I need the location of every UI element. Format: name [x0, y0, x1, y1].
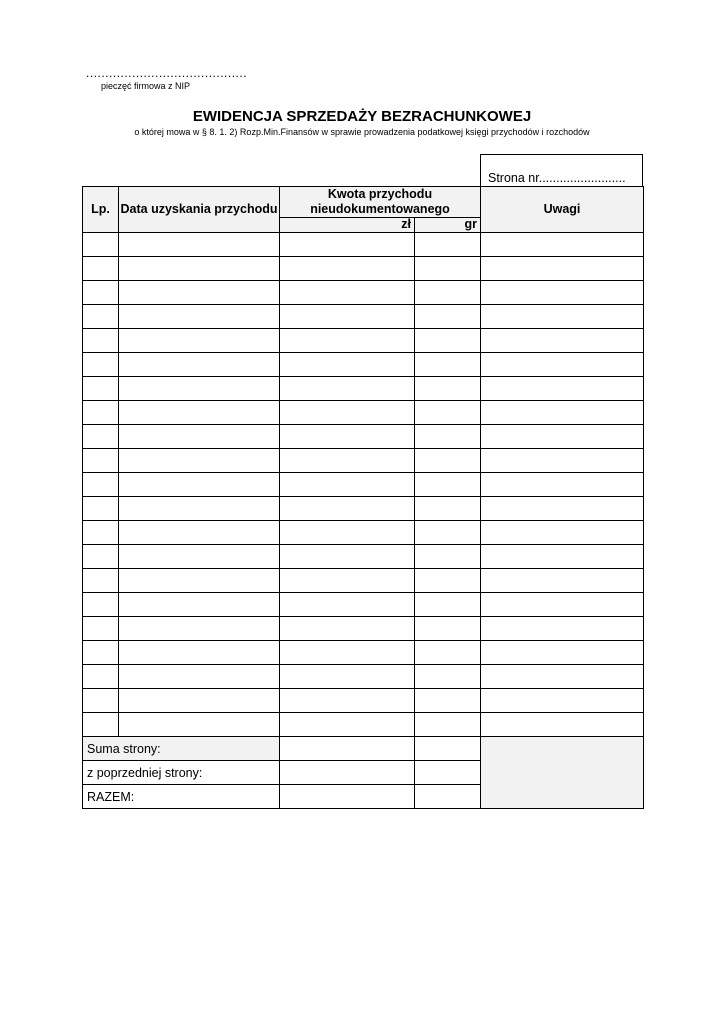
row-date-cell[interactable] — [119, 305, 280, 329]
row-notes-cell[interactable] — [481, 641, 644, 665]
table-row — [83, 521, 644, 545]
row-date-cell[interactable] — [119, 353, 280, 377]
row-amount-gr-cell[interactable] — [415, 617, 481, 641]
row-date-cell[interactable] — [119, 521, 280, 545]
row-date-cell[interactable] — [119, 281, 280, 305]
summary-total-zl[interactable] — [280, 785, 415, 809]
row-amount-gr-cell[interactable] — [415, 377, 481, 401]
summary-previous-zl[interactable] — [280, 761, 415, 785]
table-row — [83, 425, 644, 449]
row-date-cell[interactable] — [119, 329, 280, 353]
row-amount-zl-cell[interactable] — [280, 233, 415, 257]
document-title: EWIDENCJA SPRZEDAŻY BEZRACHUNKOWEJ — [192, 108, 532, 125]
row-date-cell[interactable] — [119, 617, 280, 641]
row-amount-gr-cell[interactable] — [415, 665, 481, 689]
row-amount-gr-cell[interactable] — [415, 257, 481, 281]
row-amount-zl-cell[interactable] — [280, 353, 415, 377]
row-lp-cell[interactable] — [83, 449, 119, 473]
row-lp-cell[interactable] — [83, 473, 119, 497]
row-amount-gr-cell[interactable] — [415, 329, 481, 353]
document-subtitle: o której mowa w § 8. 1. 2) Rozp.Min.Finansów w sprawie prowadzenia podatkowej księgi przychodów i rozchodów — [134, 127, 590, 137]
row-lp-cell[interactable] — [83, 281, 119, 305]
table-row — [83, 593, 644, 617]
row-notes-cell[interactable] — [481, 713, 644, 737]
row-lp-cell[interactable] — [83, 257, 119, 281]
row-notes-cell[interactable] — [481, 353, 644, 377]
row-lp-cell[interactable] — [83, 617, 119, 641]
stamp-placeholder-line: .......................................... — [86, 66, 248, 80]
row-date-cell[interactable] — [119, 569, 280, 593]
summary-page-sum-gr[interactable] — [415, 737, 481, 761]
table-row — [83, 665, 644, 689]
row-lp-cell[interactable] — [83, 329, 119, 353]
row-notes-cell[interactable] — [481, 329, 644, 353]
row-notes-cell[interactable] — [481, 425, 644, 449]
row-lp-cell[interactable] — [83, 425, 119, 449]
row-lp-cell[interactable] — [83, 233, 119, 257]
row-amount-zl-cell[interactable] — [280, 329, 415, 353]
row-amount-gr-cell[interactable] — [415, 401, 481, 425]
row-amount-zl-cell[interactable] — [280, 401, 415, 425]
table-row — [83, 329, 644, 353]
row-lp-cell[interactable] — [83, 521, 119, 545]
summary-previous-label: z poprzedniej strony: — [83, 761, 280, 785]
row-lp-cell[interactable] — [83, 401, 119, 425]
table-row — [83, 377, 644, 401]
row-lp-cell[interactable] — [83, 641, 119, 665]
row-amount-gr-cell[interactable] — [415, 233, 481, 257]
row-amount-zl-cell[interactable] — [280, 593, 415, 617]
row-date-cell[interactable] — [119, 473, 280, 497]
row-date-cell[interactable] — [119, 545, 280, 569]
row-amount-gr-cell[interactable] — [415, 473, 481, 497]
sales-register-table — [82, 186, 644, 809]
row-lp-cell[interactable] — [83, 377, 119, 401]
table-row — [83, 641, 644, 665]
row-lp-cell[interactable] — [83, 497, 119, 521]
row-date-cell[interactable] — [119, 641, 280, 665]
table-row — [83, 449, 644, 473]
row-amount-zl-cell[interactable] — [280, 617, 415, 641]
row-amount-zl-cell[interactable] — [280, 641, 415, 665]
row-amount-gr-cell[interactable] — [415, 353, 481, 377]
row-notes-cell[interactable] — [481, 497, 644, 521]
table-row — [83, 713, 644, 737]
row-notes-cell[interactable] — [481, 545, 644, 569]
row-notes-cell[interactable] — [481, 377, 644, 401]
row-amount-gr-cell[interactable] — [415, 449, 481, 473]
row-amount-gr-cell[interactable] — [415, 497, 481, 521]
table-row — [83, 617, 644, 641]
row-amount-gr-cell[interactable] — [415, 545, 481, 569]
row-amount-zl-cell[interactable] — [280, 665, 415, 689]
table-row — [83, 689, 644, 713]
row-date-cell[interactable] — [119, 713, 280, 737]
row-date-cell[interactable] — [119, 257, 280, 281]
row-lp-cell[interactable] — [83, 713, 119, 737]
table-row — [83, 257, 644, 281]
row-lp-cell[interactable] — [83, 569, 119, 593]
row-lp-cell[interactable] — [83, 305, 119, 329]
row-amount-zl-cell[interactable] — [280, 257, 415, 281]
header-income-date: Data uzyskania przychodu — [119, 187, 280, 233]
row-date-cell[interactable] — [119, 593, 280, 617]
summary-total-label: RAZEM: — [83, 785, 280, 809]
table-row — [83, 473, 644, 497]
header-zl: zł — [280, 218, 415, 233]
row-notes-cell[interactable] — [481, 665, 644, 689]
row-amount-gr-cell[interactable] — [415, 521, 481, 545]
table-row — [83, 281, 644, 305]
table-row — [83, 401, 644, 425]
row-date-cell[interactable] — [119, 497, 280, 521]
row-notes-cell[interactable] — [481, 593, 644, 617]
row-amount-gr-cell[interactable] — [415, 713, 481, 737]
row-amount-zl-cell[interactable] — [280, 689, 415, 713]
row-notes-cell[interactable] — [481, 257, 644, 281]
row-amount-gr-cell[interactable] — [415, 425, 481, 449]
table-row — [83, 545, 644, 569]
summary-page-sum-zl[interactable] — [280, 737, 415, 761]
page-number-field: Strona nr......................... — [480, 154, 643, 186]
row-lp-cell[interactable] — [83, 665, 119, 689]
summary-page-sum-label: Suma strony: — [83, 737, 280, 761]
summary-notes-block — [481, 737, 644, 809]
row-notes-cell[interactable] — [481, 617, 644, 641]
row-amount-zl-cell[interactable] — [280, 545, 415, 569]
header-income-amount: Kwota przychodu nieudokumentowanego — [280, 187, 481, 218]
row-date-cell[interactable] — [119, 689, 280, 713]
row-amount-gr-cell[interactable] — [415, 689, 481, 713]
row-amount-zl-cell[interactable] — [280, 569, 415, 593]
stamp-label: pieczęć firmowa z NIP — [101, 81, 191, 91]
row-amount-gr-cell[interactable] — [415, 641, 481, 665]
row-lp-cell[interactable] — [83, 689, 119, 713]
row-amount-gr-cell[interactable] — [415, 593, 481, 617]
row-notes-cell[interactable] — [481, 569, 644, 593]
row-amount-zl-cell[interactable] — [280, 449, 415, 473]
row-date-cell[interactable] — [119, 401, 280, 425]
row-amount-gr-cell[interactable] — [415, 569, 481, 593]
row-notes-cell[interactable] — [481, 449, 644, 473]
row-amount-gr-cell[interactable] — [415, 305, 481, 329]
row-notes-cell[interactable] — [481, 689, 644, 713]
summary-previous-gr[interactable] — [415, 761, 481, 785]
row-amount-zl-cell[interactable] — [280, 497, 415, 521]
row-lp-cell[interactable] — [83, 593, 119, 617]
row-amount-zl-cell[interactable] — [280, 521, 415, 545]
table-row — [83, 233, 644, 257]
row-amount-zl-cell[interactable] — [280, 377, 415, 401]
row-lp-cell[interactable] — [83, 353, 119, 377]
table-row — [83, 305, 644, 329]
row-amount-gr-cell[interactable] — [415, 281, 481, 305]
row-date-cell[interactable] — [119, 233, 280, 257]
row-notes-cell[interactable] — [481, 521, 644, 545]
summary-total-gr[interactable] — [415, 785, 481, 809]
row-lp-cell[interactable] — [83, 545, 119, 569]
row-amount-zl-cell[interactable] — [280, 713, 415, 737]
row-notes-cell[interactable] — [481, 281, 644, 305]
row-amount-zl-cell[interactable] — [280, 305, 415, 329]
header-lp: Lp. — [83, 187, 119, 233]
header-notes: Uwagi — [481, 187, 644, 233]
row-date-cell[interactable] — [119, 377, 280, 401]
row-notes-cell[interactable] — [481, 233, 644, 257]
row-amount-zl-cell[interactable] — [280, 281, 415, 305]
table-row — [83, 569, 644, 593]
row-notes-cell[interactable] — [481, 473, 644, 497]
row-date-cell[interactable] — [119, 449, 280, 473]
header-gr: gr — [415, 218, 481, 233]
row-amount-zl-cell[interactable] — [280, 425, 415, 449]
row-amount-zl-cell[interactable] — [280, 473, 415, 497]
row-date-cell[interactable] — [119, 665, 280, 689]
table-row — [83, 353, 644, 377]
row-notes-cell[interactable] — [481, 305, 644, 329]
row-date-cell[interactable] — [119, 425, 280, 449]
table-row — [83, 497, 644, 521]
row-notes-cell[interactable] — [481, 401, 644, 425]
